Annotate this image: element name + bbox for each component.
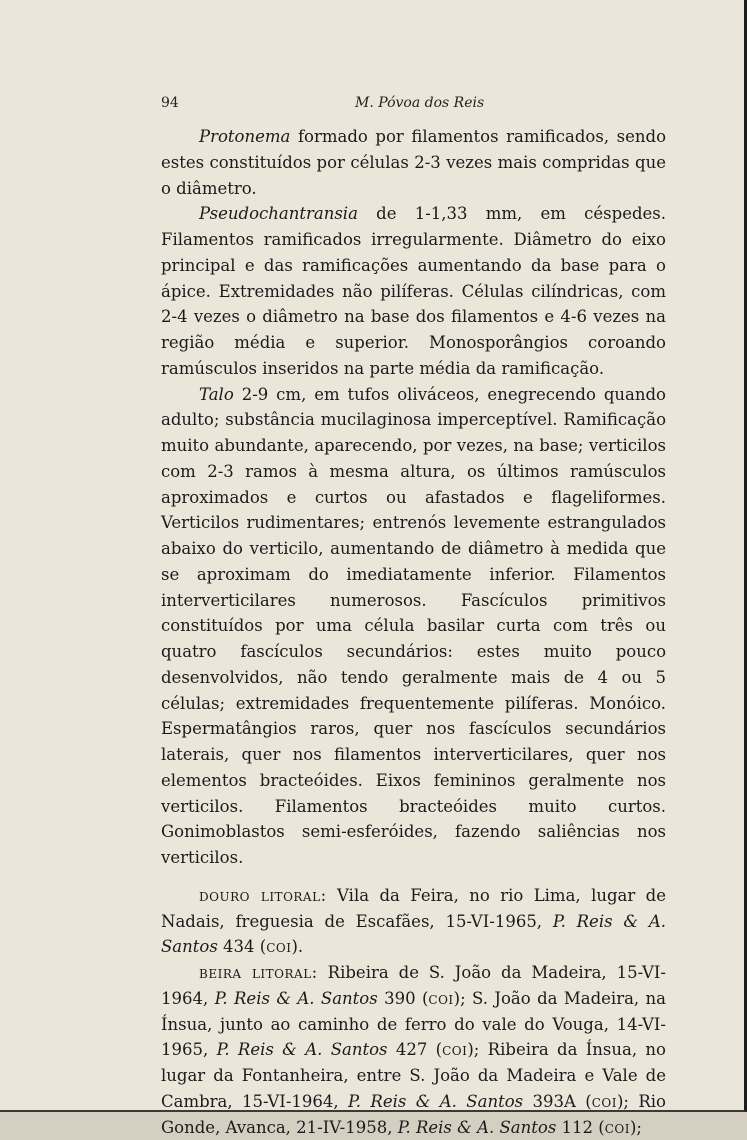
locality-text: ); Rio Gonde, Avanca, 21-IV-1958, bbox=[161, 1091, 666, 1137]
protonema-text: formado por filamentos ramificados, sendo estes constituídos por células 2-3 vezes mais compridas que o diâmetro. bbox=[161, 127, 666, 198]
locality-text: ); S. João da Madeira, na Ínsua, junto ao caminho de ferro do vale do Vouga, 14-VI-1965, bbox=[161, 988, 666, 1060]
herbarium-code: coi bbox=[442, 1040, 468, 1060]
locality-text: Vila da Feira, no rio Lima, lugar de Nadais, freguesia de Escafães, 15-VI-1965, bbox=[161, 885, 666, 931]
specimen-number: 390 ( bbox=[377, 988, 429, 1008]
beira-litoral-paragraph bbox=[161, 960, 666, 1140]
page-number: 94 bbox=[161, 95, 179, 111]
collector-name: P. Reis & A. Santos bbox=[216, 1040, 388, 1060]
specimen-number: 393A ( bbox=[523, 1091, 592, 1111]
pseudochantransia-paragraph bbox=[161, 201, 666, 381]
talo-text: 2-9 cm, em tufos oliváceos, enegrecendo quando adulto; substância mucilaginosa imperceptível. Ramificação muito abundante, aparecendo, por vezes, na base; verticilos com 2-3 ramos à mesma altura, os últimos ramúsculos aproximados e curtos ou afastados e flageliformes. Verticilos rudimentares; entrenós levemente estrangulados abaixo do verticilo, aumentando de diâmetro à medida que se aproximam do imediatamente inferior. Filamentos interverticilares numerosos. Fascículos primitivos constituídos por uma célula basilar curta com três ou quatro fascículos secundários: estes muito pouco desenvolvidos, não tendo geralmente mais de 4 ou 5 células; extremidades frequentemente pilíferas. Monóico. Espermatângios raros, quer nos fascículos secundários laterais, quer nos filamentos interverticilares, quer nos elementos bracteóides. Eixos femininos geralmente nos verticilos. Filamentos bracteóides muito curtos. Gonimoblastos semi-esferóides, fazendo saliências nos verticilos. bbox=[161, 384, 666, 867]
pseudochantransia-text: de 1-1,33 mm, em céspedes. Filamentos ramificados irregularmente. Diâmetro do eixo principal e das ramificações aumentando da base para o ápice. Extremidades não pilíferas. Células cilíndricas, com 2-4 vezes o diâmetro na base dos filamentos e 4-6 vezes na região média e superior. Monosporângios coroando ramúsculos inseridos na parte média da ramificação. bbox=[161, 204, 666, 378]
herbarium-code: coi bbox=[266, 937, 292, 957]
herbarium-code: coi bbox=[428, 988, 454, 1008]
page-body bbox=[161, 124, 666, 1140]
talo-term: Talo bbox=[199, 384, 234, 404]
region-beira-litoral: beira litoral: bbox=[199, 963, 318, 982]
specimen-number: 112 ( bbox=[556, 1117, 605, 1137]
collector-name: P. Reis & A. Santos bbox=[214, 988, 378, 1008]
herbarium-code: coi bbox=[604, 1117, 630, 1137]
running-title: M. Póvoa dos Reis bbox=[355, 95, 485, 111]
locality-text: Ribeira de S. João da Madeira, 15-VI-1964, bbox=[161, 963, 666, 1008]
region-douro-litoral: douro litoral: bbox=[199, 885, 327, 905]
locality-text: ). bbox=[291, 937, 304, 957]
collector-name: P. Reis & A. Santos bbox=[397, 1117, 557, 1137]
talo-paragraph bbox=[161, 382, 666, 871]
protonema-paragraph bbox=[161, 124, 666, 201]
specimen-number: 434 ( bbox=[217, 937, 267, 957]
pseudochantransia-term: Pseudochantransia bbox=[199, 204, 358, 224]
locality-text: ); Ribeira da Ínsua, no lugar da Fontanheira, entre S. João da Madeira e Vale de Cambra, 15-VI-1964, bbox=[161, 1040, 666, 1111]
locality-text: ); bbox=[629, 1117, 642, 1137]
collector-name: P. Reis & A. Santos bbox=[348, 1091, 524, 1111]
page-header bbox=[161, 95, 666, 117]
protonema-term: Protonema bbox=[199, 127, 291, 146]
collector-name: P. Reis & A. Santos bbox=[161, 911, 666, 957]
douro-litoral-paragraph bbox=[161, 883, 666, 960]
specimen-number: 427 ( bbox=[387, 1040, 443, 1060]
herbarium-code: coi bbox=[591, 1091, 617, 1111]
